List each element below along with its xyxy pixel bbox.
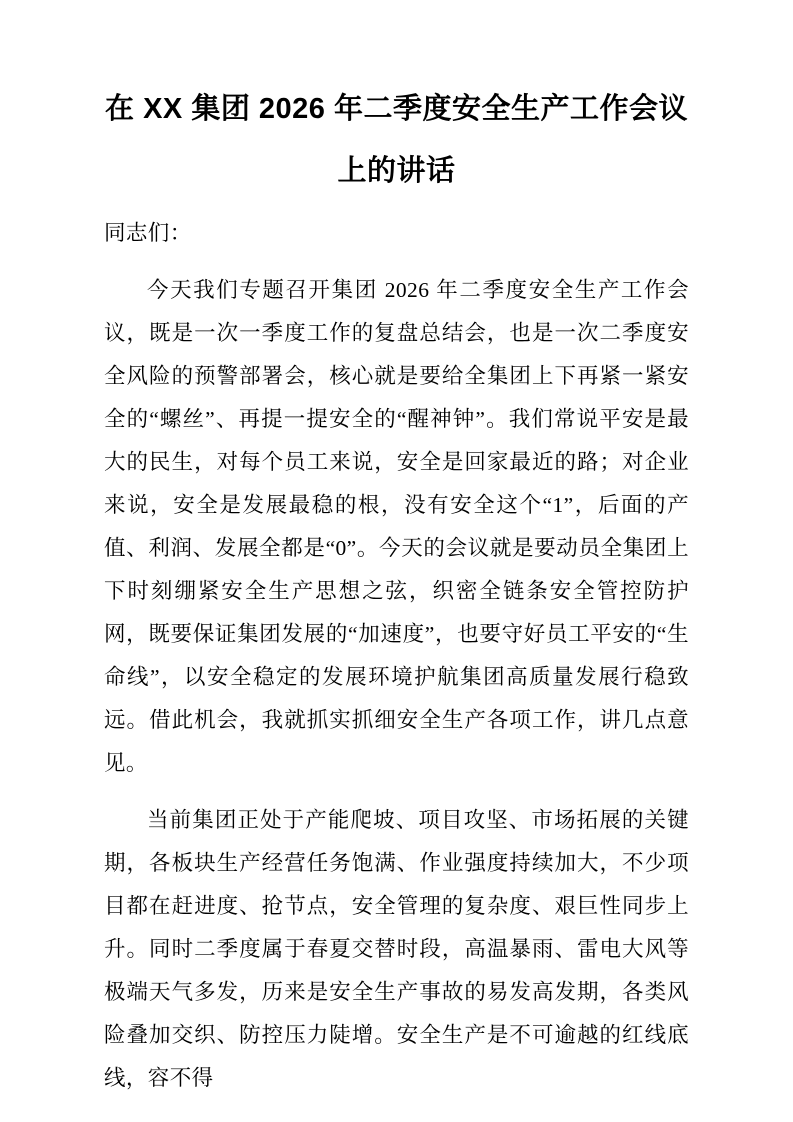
paragraph-opening: 今天我们专题召开集团 2026 年二季度安全生产工作会议，既是一次一季度工作的复盘总结会，也是一次二季度安全风险的预警部署会，核心就是要给全集团上下再紧一紧安全的“螺丝”、再提一提安全的“醒神钟”。我们常说平安是最大的民生，对每个员工来说，安全是回家最近的路；对企业来说，安全是发展最稳的根，没有安全这个“1”，后面的产值、利润、发展全都是“0”。今天的会议就是要动员全集团上下时刻绷紧安全生产思想之弦，织密全链条安全管控防护网，既要保证集团发展的“加速度”，也要守好员工平安的“生命线”，以安全稳定的发展环境护航集团高质量发展行稳致远。借此机会，我就抓实抓细安全生产各项工作，讲几点意见。 [104, 278, 689, 775]
paragraph-current-situation: 当前集团正处于产能爬坡、项目攻坚、市场拓展的关键期，各板块生产经营任务饱满、作业强度持续加大，不少项目都在赶进度、抢节点，安全管理的复杂度、艰巨性同步上升。同时二季度属于春夏交替时段，高温暴雨、雷电大风等极端天气多发，历来是安全生产事故的易发高发期，各类风险叠加交织、防控压力陡增。安全生产是不可逾越的红线底线，容不得 [104, 808, 689, 1090]
salutation: 同志们： [104, 221, 192, 245]
document-title-line-2: 上的讲话 [337, 155, 456, 187]
document-title-line-1: 在 XX 集团 2026 年二季度安全生产工作会议 [105, 93, 688, 125]
document-title [104, 78, 689, 202]
